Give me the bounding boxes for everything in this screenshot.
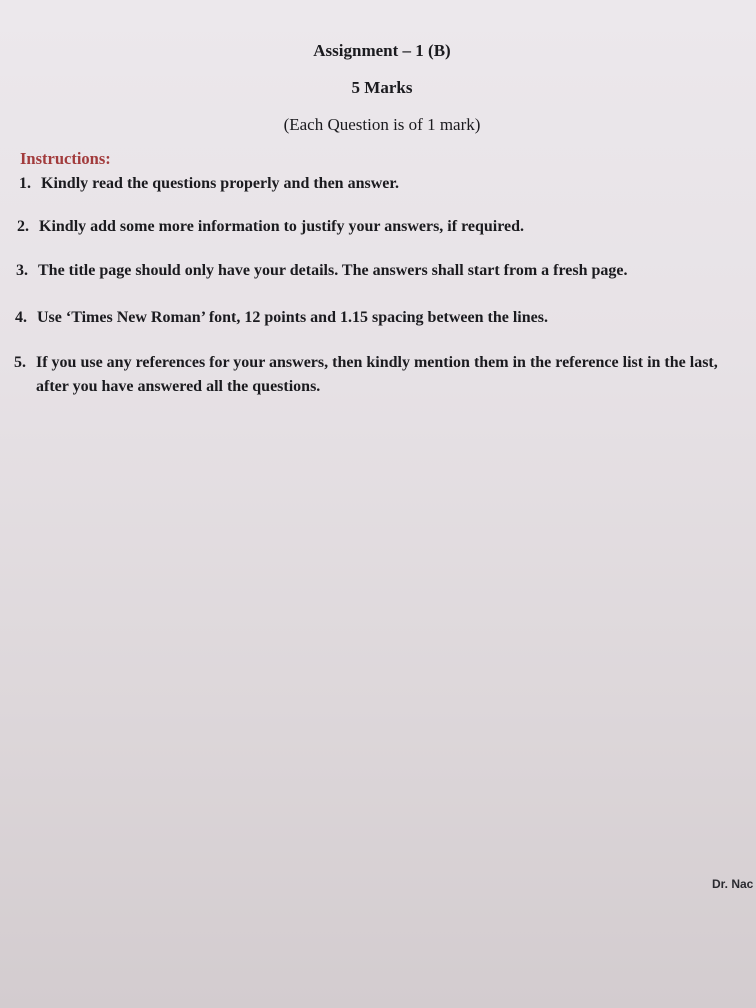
instruction-number: 5.	[14, 354, 26, 371]
instruction-number: 3.	[16, 262, 28, 279]
instruction-text: If you use any references for your answers, then kindly mention them in the reference list in the last, after you have answered all the questions.	[36, 354, 718, 395]
instruction-text: Kindly read the questions properly and then answer.	[41, 175, 399, 192]
assignment-title: Assignment – 1 (B)	[313, 41, 451, 60]
instruction-item	[17, 215, 747, 239]
instruction-text: The title page should only have your details. The answers shall start from a fresh page.	[38, 262, 628, 279]
marks-note: (Each Question is of 1 mark)	[283, 115, 481, 134]
instruction-item	[15, 306, 745, 330]
instruction-text: Use ‘Times New Roman’ font, 12 points and 1.15 spacing between the lines.	[37, 309, 548, 326]
instruction-item	[14, 351, 744, 399]
instruction-item	[16, 259, 746, 283]
instruction-number: 2.	[17, 218, 29, 235]
instruction-number: 1.	[19, 175, 31, 192]
instruction-text: Kindly add some more information to justify your answers, if required.	[39, 218, 525, 235]
instruction-number: 4.	[15, 309, 27, 326]
author-signature: Dr. Nac	[712, 877, 754, 891]
total-marks: 5 Marks	[351, 78, 413, 97]
instructions-heading: Instructions:	[20, 149, 111, 168]
instruction-item	[19, 172, 749, 196]
